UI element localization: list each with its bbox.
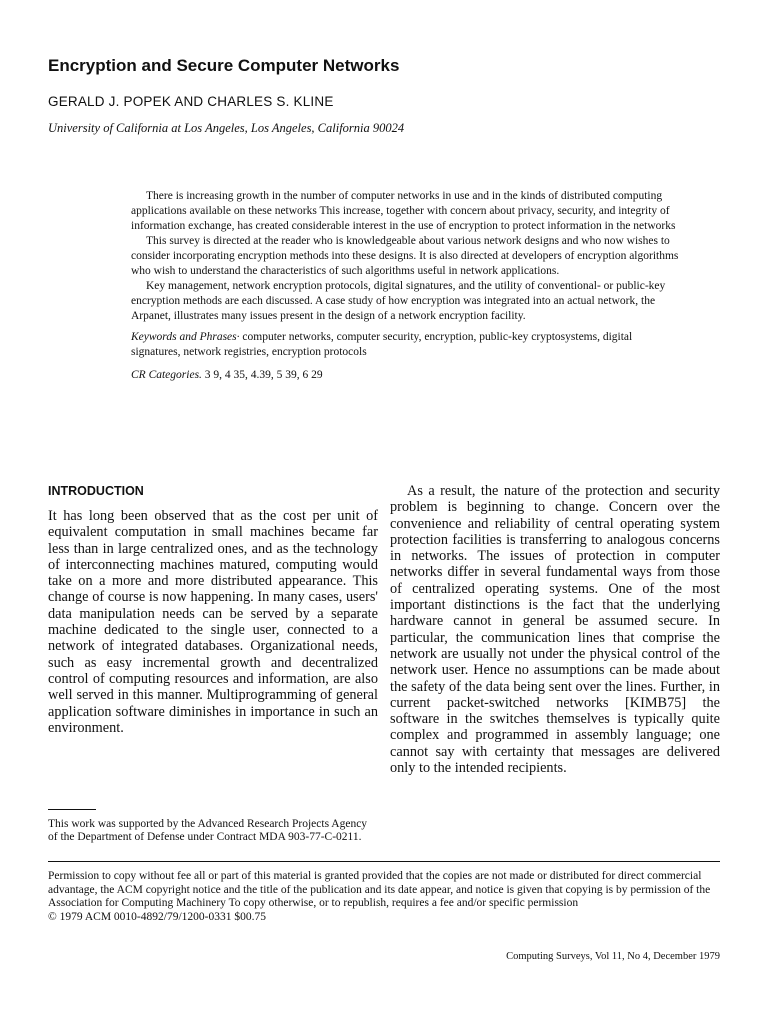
- paper-title: Encryption and Secure Computer Networks: [48, 56, 400, 75]
- cr-categories: [131, 368, 679, 383]
- cr-categories-label: CR Categories.: [131, 369, 202, 381]
- copyright-line: © 1979 ACM 0010-4892/79/1200-0331 $00.75: [48, 910, 266, 923]
- author-affiliation: University of California at Los Angeles, Los Angeles, California 90024: [48, 121, 405, 135]
- permission-text: Permission to copy without fee all or part of this material is granted provided that the copies are not made or distributed for direct commercial advantage, the ACM copyright notice and the title of the publication and its date appear, and notice is given that copying is by permission of the Association for Computing Machinery To copy otherwise, or to republish, requires a fee and/or specific permission: [48, 870, 711, 909]
- footnote-rule: [48, 809, 96, 810]
- funding-footnote: This work was supported by the Advanced Research Projects Agency of the Department of Defense under Contract MDA 903-77-C-0211.: [48, 818, 368, 843]
- body-paragraph: It has long been observed that as the cost per unit of equivalent computation in small machines became far less than in large centralized ones, and as the technology of interconnecting machines matured, computing would take on a more and more distributed appearance. This change of course is now happening. In many cases, users' data manipulation needs can be served by a separate machine dedicated to the single user, connected to a network of integrated databases. Organizational needs, such as easy incremental growth and decentralized control of computing resources and information, are also well served in this manner. Multiprogramming of general application software diminishes in importance in such an environment.: [48, 508, 378, 736]
- body-paragraph: As a result, the nature of the protection and security problem is beginning to change. Concern over the convenience and reliability of central operating system protection facilities is transferring to analogous concerns in networks. The issues of protection in computer networks differ in several fundamental ways from those of centralized operating systems. One of the most important distinctions is the fact that the underlying hardware cannot in general be assumed secure. In particular, the communication lines that comprise the network are usually not under the physical control of the network user. Hence no assumptions can be made about the safety of the data being sent over the lines. Further, in current packet-switched networks [KIMB75] the software in the switches themselves is typically quite complex and programmed in assembly language; one cannot say with certainty that messages are delivered only to the intended recipients.: [390, 483, 720, 777]
- abstract-paragraph: Key management, network encryption protocols, digital signatures, and the utility of conventional- or public-key encryption methods are each discussed. A case study of how encryption was integrated into an actual network, the Arpanet, illustrates many issues present in the design of a network encryption facility.: [131, 280, 666, 322]
- abstract-paragraph: There is increasing growth in the number of computer networks in use and in the kinds of distributed computing applications available on these networks This increase, together with concern about privacy, security, and integrity of information exchange, has created considerable interest in the use of encryption to protect information in the networks: [131, 190, 676, 232]
- right-column: [390, 483, 720, 776]
- left-column: [48, 483, 378, 736]
- keywords-text: computer networks, computer security, encryption, public-key cryptosystems, digital signatures, network registries, encryption protocols: [131, 331, 633, 358]
- cr-categories-values: 3 9, 4 35, 4.39, 5 39, 6 29: [204, 369, 323, 381]
- paper-authors: GERALD J. POPEK AND CHARLES S. KLINE: [48, 94, 334, 109]
- abstract-paragraph: This survey is directed at the reader who is knowledgeable about various network designs and who now wishes to consider incorporating encryption methods into these designs. It is also directed at developers of encryption algorithms who wish to understand the characteristics of such algorithms useful in network applications.: [131, 235, 679, 277]
- journal-citation: Computing Surveys, Vol 11, No 4, December 1979: [506, 951, 720, 962]
- keywords: [131, 330, 679, 360]
- permission-notice: [48, 870, 720, 924]
- keywords-label: Keywords and Phrases·: [131, 331, 240, 343]
- section-heading: INTRODUCTION: [48, 484, 144, 498]
- abstract: [131, 189, 679, 383]
- permission-rule: [48, 861, 720, 862]
